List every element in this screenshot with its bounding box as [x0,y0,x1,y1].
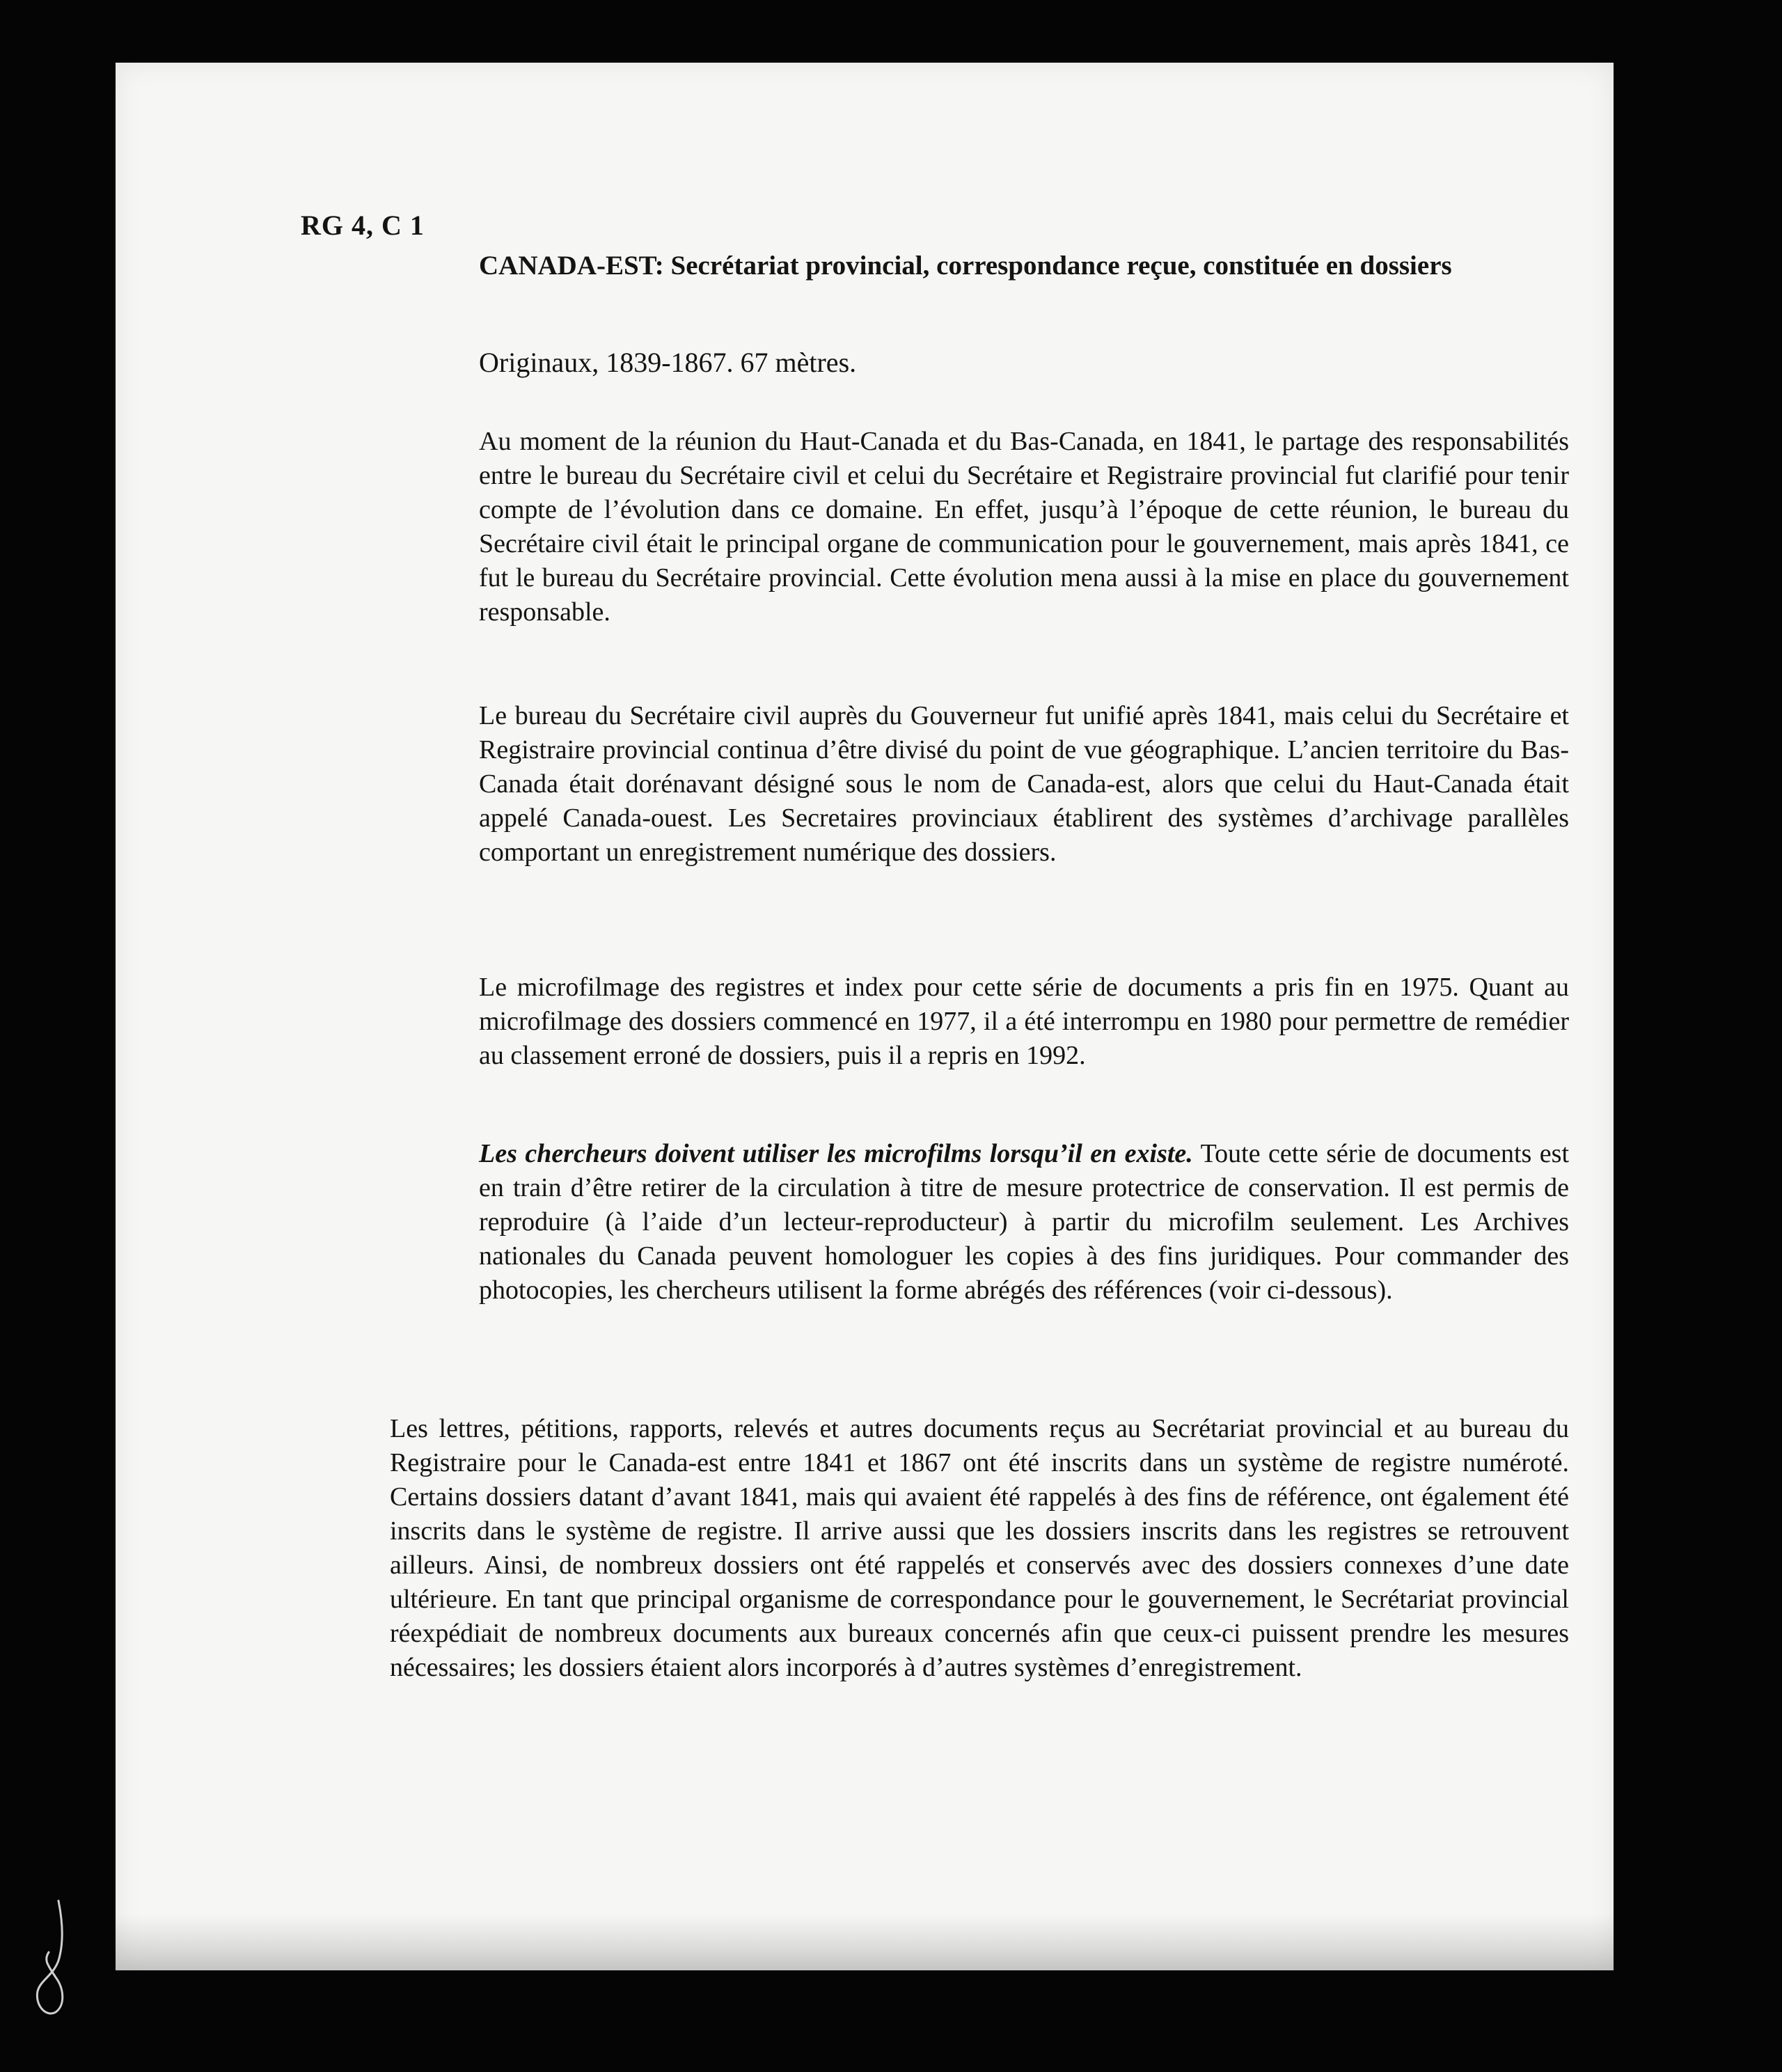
document-page [116,63,1614,1970]
paragraph-registry: Les lettres, pétitions, rapports, relevés et autres documents reçus au Secrétariat provincial et au bureau du Registraire pour le Canada-est entre 1841 et 1867 ont été inscrits dans un système de registre numéroté. Certains dossiers datant d’avant 1841, mais qui avaient été rappelés à des fins de référence, ont également été inscrits dans le système de registre. Il arrive aussi que les dossiers inscrits dans les registres se retrouvent ailleurs. Ainsi, de nombreux dossiers ont été rappelés et conservés avec des dossiers connexes d’une date ultérieure. En tant que principal organisme de correspondance pour le gouvernement, le Secrétariat provincial réexpédiait de nombreux documents aux bureaux concernés afin que ceux-ci puissent prendre les mesures nécessaires; les dossiers étaient alors incorporés à d’autres systèmes d’enregistrement. [390,1414,1569,1682]
paragraph-offices: Le bureau du Secrétaire civil auprès du Gouverneur fut unifié après 1841, mais celui du Secrétaire et Registraire provincial continua d’être divisé du point de vue géographique. L’ancien territoire du Bas-Canada était dorénavant désigné sous le nom de Canada-est, alors que celui du Haut-Canada était appelé Canada-ouest. Les Secretaires provinciaux établirent des systèmes d’archivage parallèles comportant un enregistrement numérique des dossiers. [479,701,1569,867]
reference-code: RG 4, C 1 [301,210,425,241]
researchers-emphasis: Les chercheurs doivent utiliser les microfilms lorsqu’il en existe. [479,1139,1193,1168]
paragraph-researchers [479,1137,1569,1308]
researchers-text: Toute cette série de documents est en train d’être retirer de la circulation à titre de mesure protectrice de conservation. Il est permis de reproduire (à l’aide d’un lecteur-reproducteur) à partir du microfilm seulement. Les Archives nationales du Canada peuvent homologuer les copies à des fins juridiques. Pour commander des photocopies, les chercheurs utilisent la forme abrégés des références (voir ci-dessous). [479,1139,1570,1305]
paragraph-microfilming: Le microfilmage des registres et index pour cette série de documents a pris fin en 1975. Quant au microfilmage des dossiers commencé en 1977, il a été interrompu en 1980 pour permettre de remédier au classement erroné de dossiers, puis il a repris en 1992. [479,973,1569,1070]
paragraph-history: Au moment de la réunion du Haut-Canada et du Bas-Canada, en 1841, le partage des responsabilités entre le bureau du Secrétaire civil et celui du Secrétaire et Registraire provincial fut clarifié pour tenir compte de l’évolution dans ce domaine. En effet, jusqu’à l’époque de cette réunion, le bureau du Secrétaire civil était le principal organe de communication pour le gouvernement, mais après 1841, ce fut le bureau du Secrétaire provincial. Cette évolution mena aussi à la mise en place du gouvernement responsable. [479,427,1569,627]
handwritten-mark [28,1894,84,2026]
document-heading: CANADA-EST: Secrétariat provincial, correspondance reçue, constituée en dossiers [479,251,1452,281]
extent-line: Originaux, 1839-1867. 67 mètres. [479,347,857,378]
